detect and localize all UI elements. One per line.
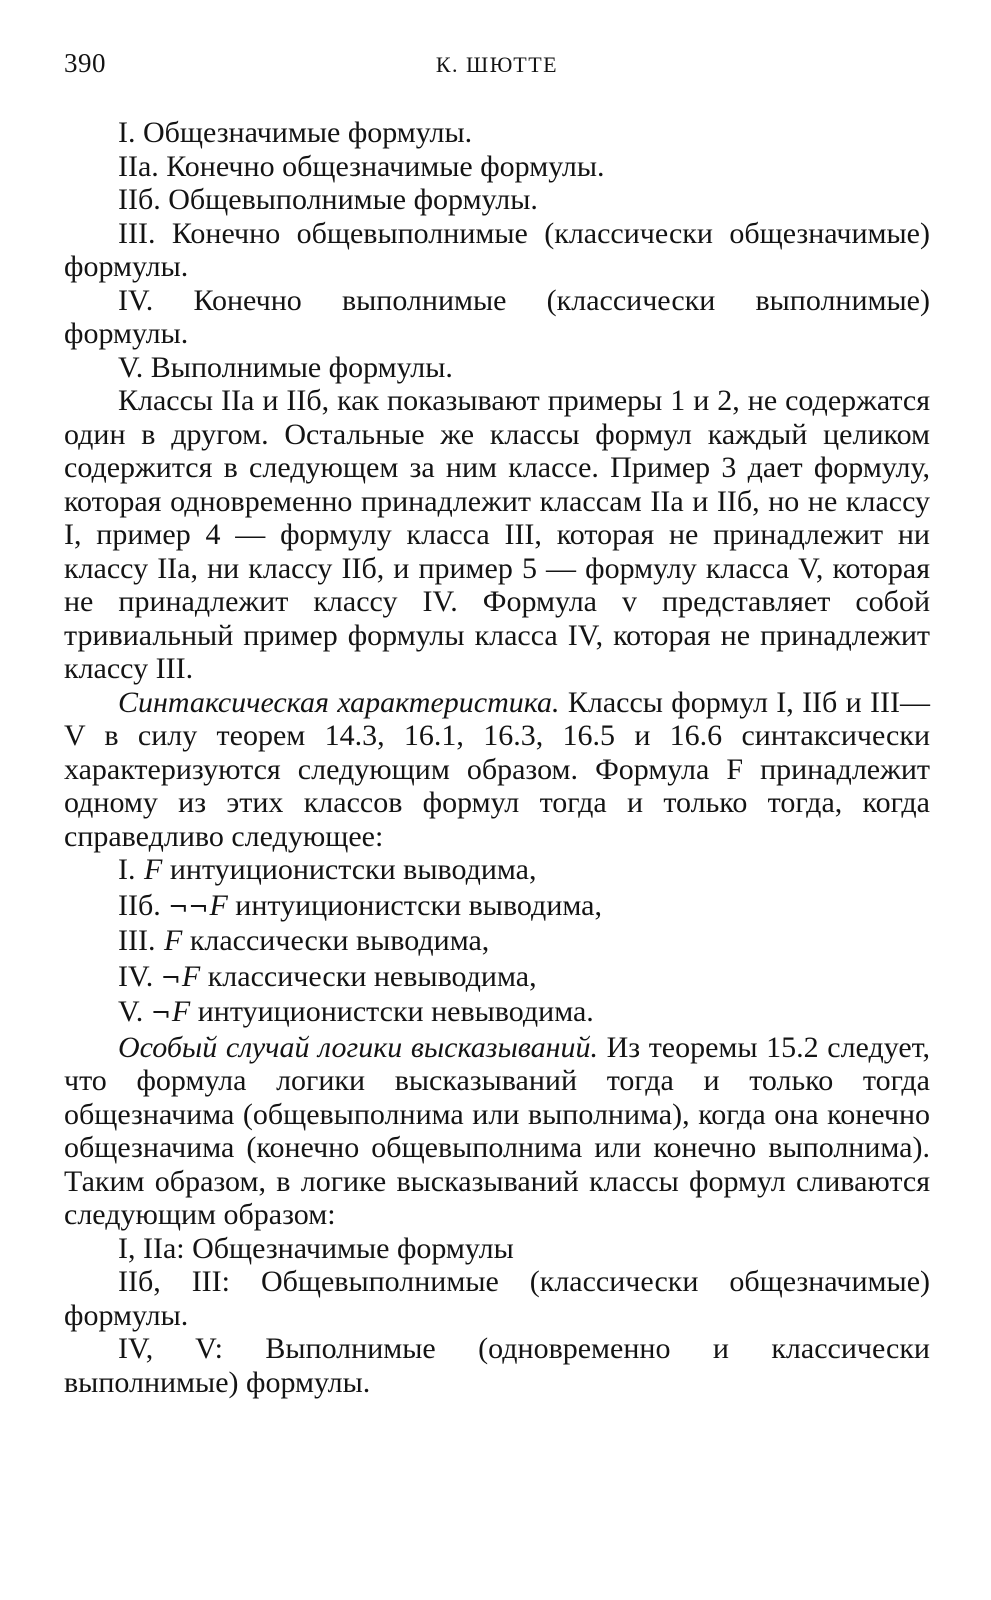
special-text: Из теоремы 15.2 следует, что формула логики высказываний тогда и только тогда общезначима (общевыполнима или выполнима), когда она конечно общезначима (конечно общевыполнима или конечно выполнима). Таким образом, в логике высказываний классы формул сливаются следующим образом: [64, 1030, 930, 1231]
item-text: интуиционистски выводима, [227, 888, 602, 922]
item-number: IV. [118, 959, 154, 993]
syntax-list-item [64, 924, 930, 960]
syntax-text: Классы формул I, IIб и III—V в силу теорем 14.3, 16.1, 16.3, 16.5 и 16.6 синтаксически характеризуются следующим образом. Формула F принадлежит одному из этих классов формул тогда и только тогда, когда справедливо следующее: [64, 685, 930, 853]
class-list-item: I. Общезначимые формулы. [118, 116, 473, 149]
negation-symbol: ¬¬ [168, 892, 209, 921]
item-number: IIб. [118, 888, 161, 922]
item-text: классически выводима, [182, 924, 490, 957]
class-list-item: V. Выполнимые формулы. [118, 350, 453, 384]
body-text [64, 116, 930, 1399]
merged-list-item: I, IIа: Общезначимые формулы [118, 1231, 514, 1265]
running-head [64, 48, 930, 88]
syntax-list-item [64, 889, 930, 925]
item-number: I. [118, 853, 136, 886]
class-list-item: IIа. Конечно общезначимые формулы. [118, 149, 605, 183]
paragraph-syntax [64, 686, 930, 854]
formula-variable: F [171, 995, 191, 1028]
syntax-list-item [64, 995, 930, 1031]
formula-variable: F [209, 888, 228, 922]
formula-variable: F [163, 924, 183, 957]
special-heading: Особый случай логики высказываний. [118, 1030, 598, 1064]
negation-symbol: ¬ [150, 999, 171, 1027]
page-number: 390 [64, 48, 106, 78]
syntax-list-item [64, 853, 930, 889]
item-text: интуиционистски невыводима. [190, 995, 594, 1028]
syntax-list [64, 853, 930, 1031]
item-text: интуиционистски выводима, [162, 853, 537, 886]
merged-list-item: IV, V: Выполнимые (одновременно и классически выполнимые) формулы. [64, 1332, 930, 1399]
syntax-heading: Синтаксическая характеристика. [118, 685, 560, 719]
negation-symbol: ¬ [160, 963, 181, 992]
merged-class-list [64, 1232, 930, 1400]
paragraph-classes: Классы IIа и IIб, как показывают примеры 1 и 2, не содержатся один в другом. Остальные же классы формул каждый целиком содержится в следующем за ним классе. Пример 3 дает формулу, которая одновременно принадлежит классам IIа и IIб, но не классу I, пример 4 — формулу класса III, которая не принадлежит ни классу IIа, ни классу IIб, и пример 5 — формулу класса V, которая не принадлежит классу IV. Формула v представляет собой тривиальный пример формулы класса IV, которая не принадлежит классу III. [64, 384, 930, 685]
class-list-item: IIб. Общевыполнимые формулы. [118, 183, 538, 216]
item-number: III. [118, 924, 156, 957]
formula-variable: F [144, 853, 163, 886]
running-title: К. ШЮТТЕ [435, 52, 559, 77]
syntax-list-item [64, 960, 930, 996]
class-list [64, 116, 930, 384]
item-text: классически невыводима, [200, 959, 537, 993]
item-number: V. [118, 995, 144, 1028]
paragraph-special-case [64, 1031, 930, 1232]
merged-list-item: IIб, III: Общевыполнимые (классически общезначимые) формулы. [64, 1265, 930, 1332]
class-list-item: IV. Конечно выполнимые (классически выполнимые) формулы. [64, 283, 930, 350]
formula-variable: F [181, 959, 201, 993]
class-list-item: III. Конечно общевыполнимые (классически общезначимые) формулы. [64, 216, 930, 283]
